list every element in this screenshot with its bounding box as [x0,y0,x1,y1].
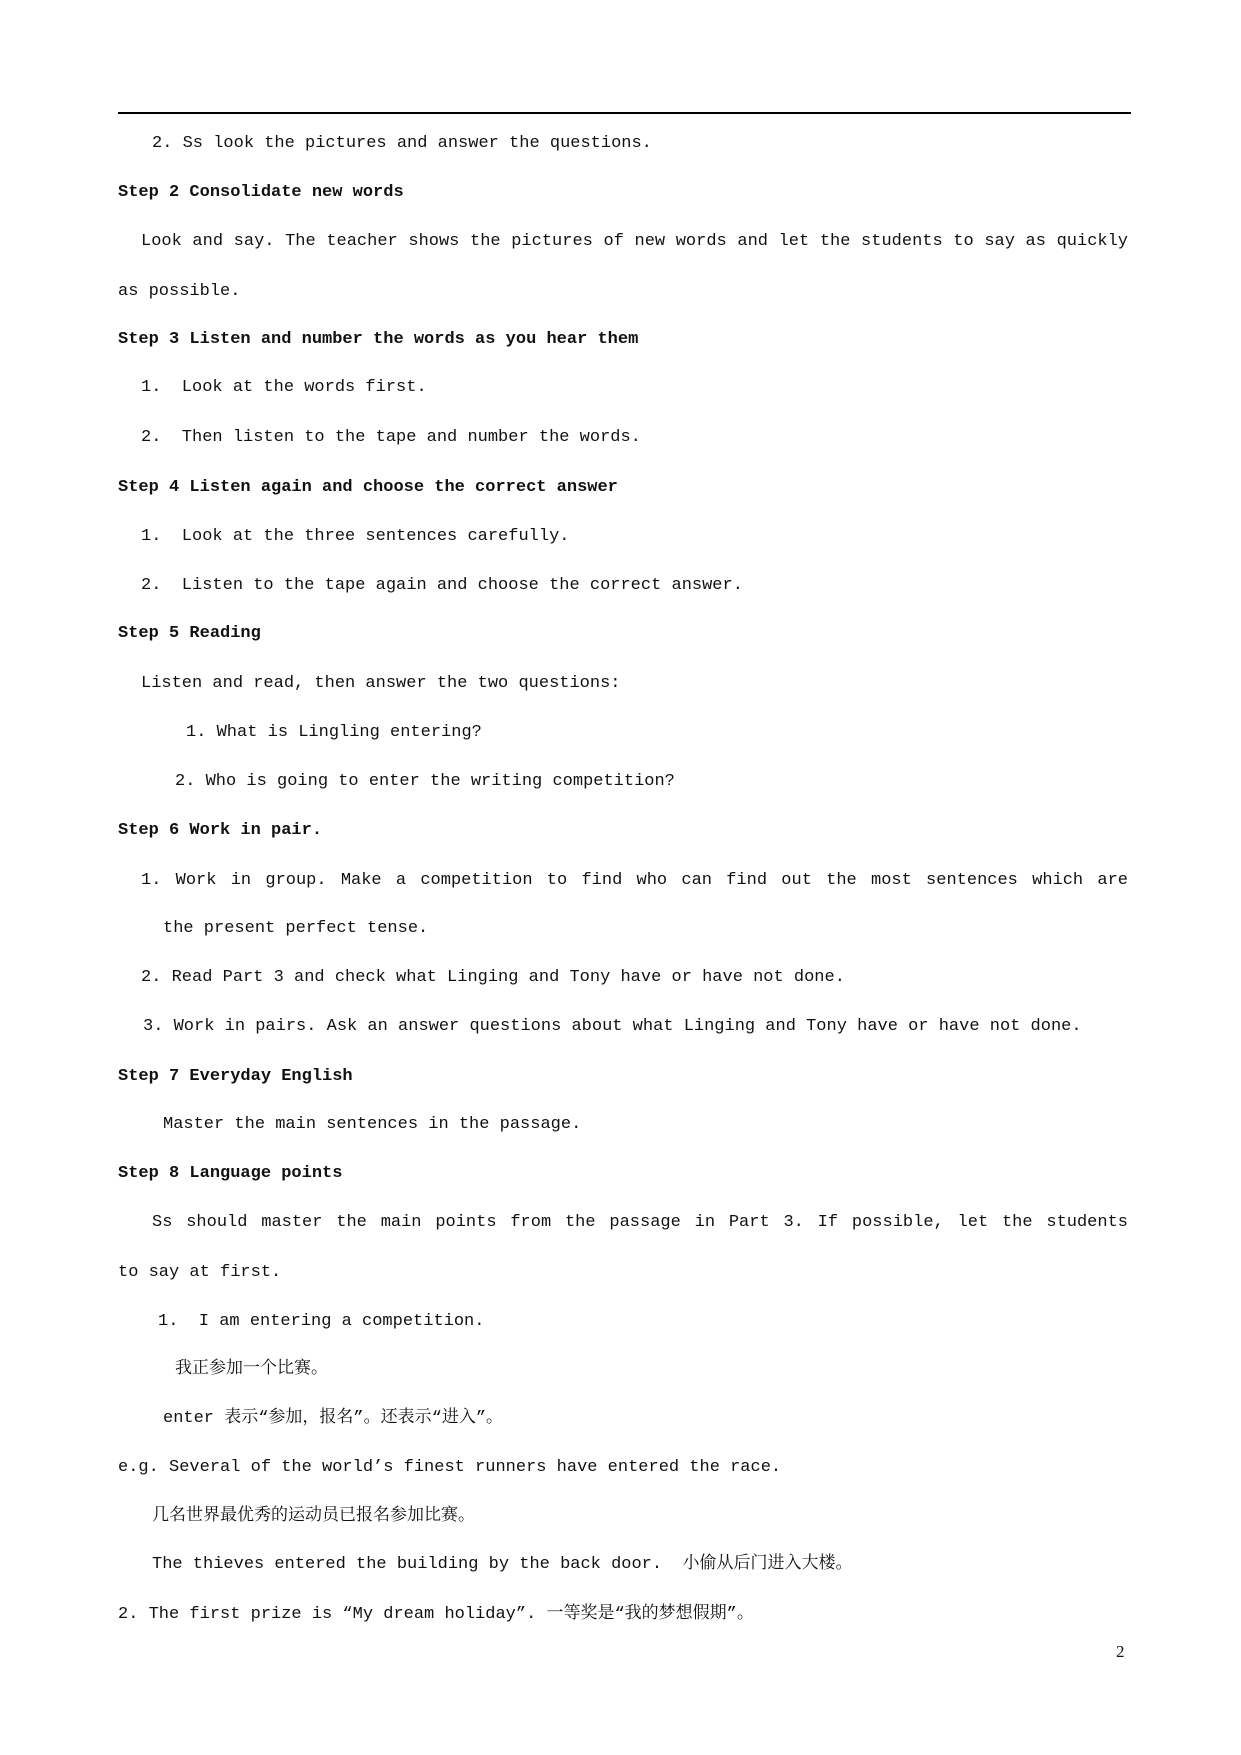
list-item: 1. Look at the words first. [141,378,427,397]
paragraph-line: the present perfect tense. [163,919,429,938]
list-item: 2. Then listen to the tape and number the words. [141,428,641,447]
example-line: e.g. Several of the world’s finest runners have entered the race. [118,1458,782,1477]
list-item: 1. Look at the three sentences carefully. [141,527,570,546]
step-heading: Step 8 Language points [118,1164,343,1183]
list-item: 2. The first prize is “My dream holiday”. 一等奖是“我的梦想假期”。 [118,1605,754,1624]
step-heading: Step 3 Listen and number the words as you hear them [118,330,639,349]
paragraph-line: as possible. [118,282,241,301]
paragraph-line: Look and say. The teacher shows the pictures of new words and let the students to say as quickly [141,232,1128,251]
note-line: enter 表示“参加，报名”。还表示“进入”。 [163,1409,504,1428]
page-number: 2 [1116,1642,1125,1661]
list-item: 2. Ss look the pictures and answer the questions. [152,134,652,153]
step-heading: Step 4 Listen again and choose the correct answer [118,478,618,497]
step-heading: Step 2 Consolidate new words [118,183,404,202]
step-heading: Step 7 Everyday English [118,1067,353,1086]
paragraph-line: Master the main sentences in the passage. [163,1115,582,1134]
list-item: 1. Work in group. Make a competition to find who can find out the most sentences which are [141,871,1128,890]
list-item: 2. Who is going to enter the writing competition? [175,772,675,791]
translation-line: 几名世界最优秀的运动员已报名参加比赛。 [152,1507,475,1526]
list-item: 3. Work in pairs. Ask an answer questions about what Linging and Tony have or have not done. [143,1017,1082,1036]
list-item: 2. Listen to the tape again and choose the correct answer. [141,576,743,595]
list-item: 1. I am entering a competition. [158,1312,485,1331]
step-heading: Step 6 Work in pair. [118,821,323,840]
paragraph-line: Ss should master the main points from the passage in Part 3. If possible, let the students [152,1213,1128,1232]
header-rule [118,112,1131,114]
step-heading: Step 5 Reading [118,624,261,643]
list-item: 2. Read Part 3 and check what Linging and Tony have or have not done. [141,968,845,987]
example-line: The thieves entered the building by the back door. 小偷从后门进入大楼。 [152,1555,853,1574]
paragraph-line: to say at first. [118,1263,282,1282]
list-item: 1. What is Lingling entering? [186,723,482,742]
paragraph-line: Listen and read, then answer the two questions: [141,674,621,693]
translation-line: 我正参加一个比赛。 [175,1360,328,1379]
